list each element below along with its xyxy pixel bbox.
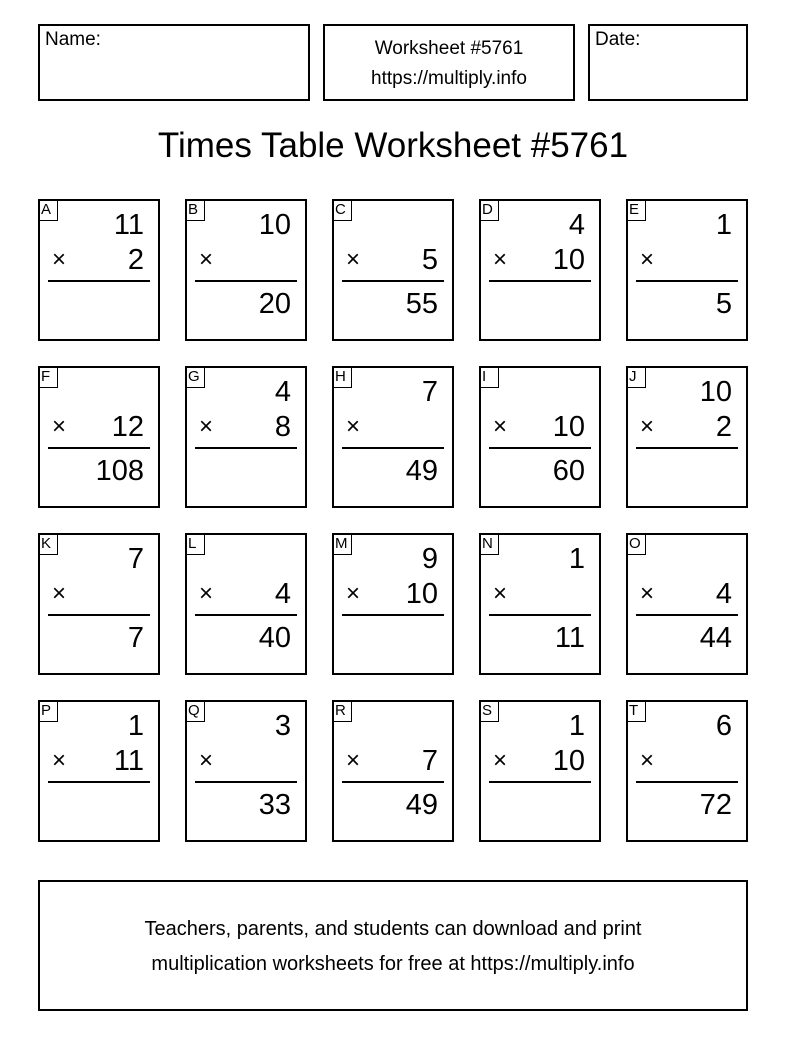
problem-letter: J	[626, 366, 646, 388]
problem-answer[interactable]: 5	[715, 288, 732, 320]
problem-card	[185, 366, 307, 508]
problem-top-factor[interactable]: 4	[568, 209, 585, 241]
answer-line	[48, 447, 150, 449]
problem-top-factor[interactable]: 1	[715, 209, 732, 241]
problem-bottom-factor[interactable]: 5	[421, 244, 438, 276]
problem-card	[332, 700, 454, 842]
problem-top-factor[interactable]: 7	[421, 376, 438, 408]
problem-top-factor[interactable]: 1	[568, 543, 585, 575]
times-sign: ×	[493, 580, 508, 607]
problem-letter: H	[332, 366, 352, 388]
problem-card	[626, 366, 748, 508]
problem-bottom-factor[interactable]: 8	[274, 411, 291, 443]
footer-line-1: Teachers, parents, and students can download and print	[144, 918, 642, 940]
problem-answer[interactable]: 33	[258, 789, 291, 821]
times-sign: ×	[640, 580, 655, 607]
problem-card	[332, 366, 454, 508]
worksheet-info-box	[323, 24, 575, 101]
problem-bottom-factor[interactable]: 12	[111, 411, 144, 443]
problem-card	[38, 199, 160, 341]
answer-line	[342, 447, 444, 449]
times-sign: ×	[346, 413, 361, 440]
problem-answer[interactable]: 72	[699, 789, 732, 821]
date-label: Date:	[595, 29, 641, 50]
answer-line	[195, 614, 297, 616]
problem-top-factor[interactable]: 7	[127, 543, 144, 575]
times-sign: ×	[199, 413, 214, 440]
times-sign: ×	[199, 747, 214, 774]
times-sign: ×	[640, 747, 655, 774]
times-sign: ×	[199, 246, 214, 273]
problem-answer[interactable]: 44	[699, 622, 732, 654]
problem-card	[185, 199, 307, 341]
answer-line	[48, 280, 150, 282]
problem-card	[626, 700, 748, 842]
problem-answer[interactable]: 7	[127, 622, 144, 654]
problem-card	[185, 533, 307, 675]
times-sign: ×	[640, 413, 655, 440]
problem-answer[interactable]: 20	[258, 288, 291, 320]
problem-top-factor[interactable]: 3	[274, 710, 291, 742]
answer-line	[342, 781, 444, 783]
problem-card	[479, 533, 601, 675]
problem-letter: C	[332, 199, 352, 221]
problem-top-factor[interactable]: 6	[715, 710, 732, 742]
problem-letter: D	[479, 199, 499, 221]
problem-card	[332, 533, 454, 675]
problem-bottom-factor[interactable]: 11	[113, 745, 144, 777]
problem-card	[185, 700, 307, 842]
answer-line	[195, 280, 297, 282]
problem-letter: B	[185, 199, 205, 221]
worksheet-id: Worksheet #5761	[374, 38, 524, 59]
problem-bottom-factor[interactable]: 10	[552, 244, 585, 276]
problem-card	[479, 366, 601, 508]
problem-card	[38, 366, 160, 508]
problem-card	[38, 533, 160, 675]
problem-letter: L	[185, 533, 205, 555]
problem-bottom-factor[interactable]: 10	[552, 745, 585, 777]
problem-bottom-factor[interactable]: 10	[405, 578, 438, 610]
times-sign: ×	[346, 580, 361, 607]
answer-line	[342, 614, 444, 616]
date-field[interactable]	[588, 24, 748, 101]
problem-card	[479, 199, 601, 341]
times-sign: ×	[493, 246, 508, 273]
problem-bottom-factor[interactable]: 4	[274, 578, 291, 610]
footer-line-2: multiplication worksheets for free at https://multiply.info	[151, 953, 635, 975]
problem-letter: Q	[185, 700, 205, 722]
problem-bottom-factor[interactable]: 10	[552, 411, 585, 443]
problem-answer[interactable]: 49	[405, 789, 438, 821]
problem-letter: F	[38, 366, 58, 388]
problem-top-factor[interactable]: 11	[113, 209, 144, 241]
problem-letter: K	[38, 533, 58, 555]
problem-letter: P	[38, 700, 58, 722]
answer-line	[195, 781, 297, 783]
times-sign: ×	[52, 580, 67, 607]
problem-top-factor[interactable]: 10	[699, 376, 732, 408]
problem-answer[interactable]: 108	[95, 455, 144, 487]
worksheet-url[interactable]: https://multiply.info	[371, 68, 527, 89]
answer-line	[636, 781, 738, 783]
answer-line	[489, 781, 591, 783]
times-sign: ×	[52, 413, 67, 440]
problem-top-factor[interactable]: 1	[568, 710, 585, 742]
problem-letter: M	[332, 533, 352, 555]
answer-line	[636, 447, 738, 449]
problem-letter: G	[185, 366, 205, 388]
problem-top-factor[interactable]: 10	[258, 209, 291, 241]
problem-bottom-factor[interactable]: 2	[715, 411, 732, 443]
answer-line	[48, 781, 150, 783]
problem-card	[479, 700, 601, 842]
answer-line	[489, 447, 591, 449]
times-sign: ×	[52, 246, 67, 273]
times-sign: ×	[640, 246, 655, 273]
problem-letter: E	[626, 199, 646, 221]
name-label: Name:	[45, 29, 101, 50]
problem-letter: A	[38, 199, 58, 221]
times-sign: ×	[493, 413, 508, 440]
problem-answer[interactable]: 49	[405, 455, 438, 487]
problem-letter: R	[332, 700, 352, 722]
times-sign: ×	[346, 747, 361, 774]
answer-line	[636, 280, 738, 282]
times-sign: ×	[493, 747, 508, 774]
problem-letter: T	[626, 700, 646, 722]
answer-line	[489, 614, 591, 616]
problem-letter: N	[479, 533, 499, 555]
problem-card	[38, 700, 160, 842]
times-sign: ×	[52, 747, 67, 774]
problem-card	[626, 199, 748, 341]
problem-top-factor[interactable]: 9	[421, 543, 438, 575]
name-field[interactable]	[38, 24, 310, 101]
answer-line	[48, 614, 150, 616]
answer-line	[342, 280, 444, 282]
footer-box	[38, 880, 748, 1011]
problem-answer[interactable]: 55	[405, 288, 438, 320]
page-title: Times Table Worksheet #5761	[157, 126, 629, 165]
problem-bottom-factor[interactable]: 7	[421, 745, 438, 777]
problem-bottom-factor[interactable]: 2	[127, 244, 144, 276]
problem-letter: I	[479, 366, 499, 388]
problem-top-factor[interactable]: 1	[127, 710, 144, 742]
problem-card	[626, 533, 748, 675]
problem-answer[interactable]: 40	[258, 622, 291, 654]
answer-line	[195, 447, 297, 449]
answer-line	[636, 614, 738, 616]
problem-letter: S	[479, 700, 499, 722]
times-sign: ×	[346, 246, 361, 273]
problem-top-factor[interactable]: 4	[274, 376, 291, 408]
problem-answer[interactable]: 11	[554, 622, 585, 654]
times-sign: ×	[199, 580, 214, 607]
problem-bottom-factor[interactable]: 4	[715, 578, 732, 610]
answer-line	[489, 280, 591, 282]
problem-letter: O	[626, 533, 646, 555]
problem-card	[332, 199, 454, 341]
problem-answer[interactable]: 60	[552, 455, 585, 487]
